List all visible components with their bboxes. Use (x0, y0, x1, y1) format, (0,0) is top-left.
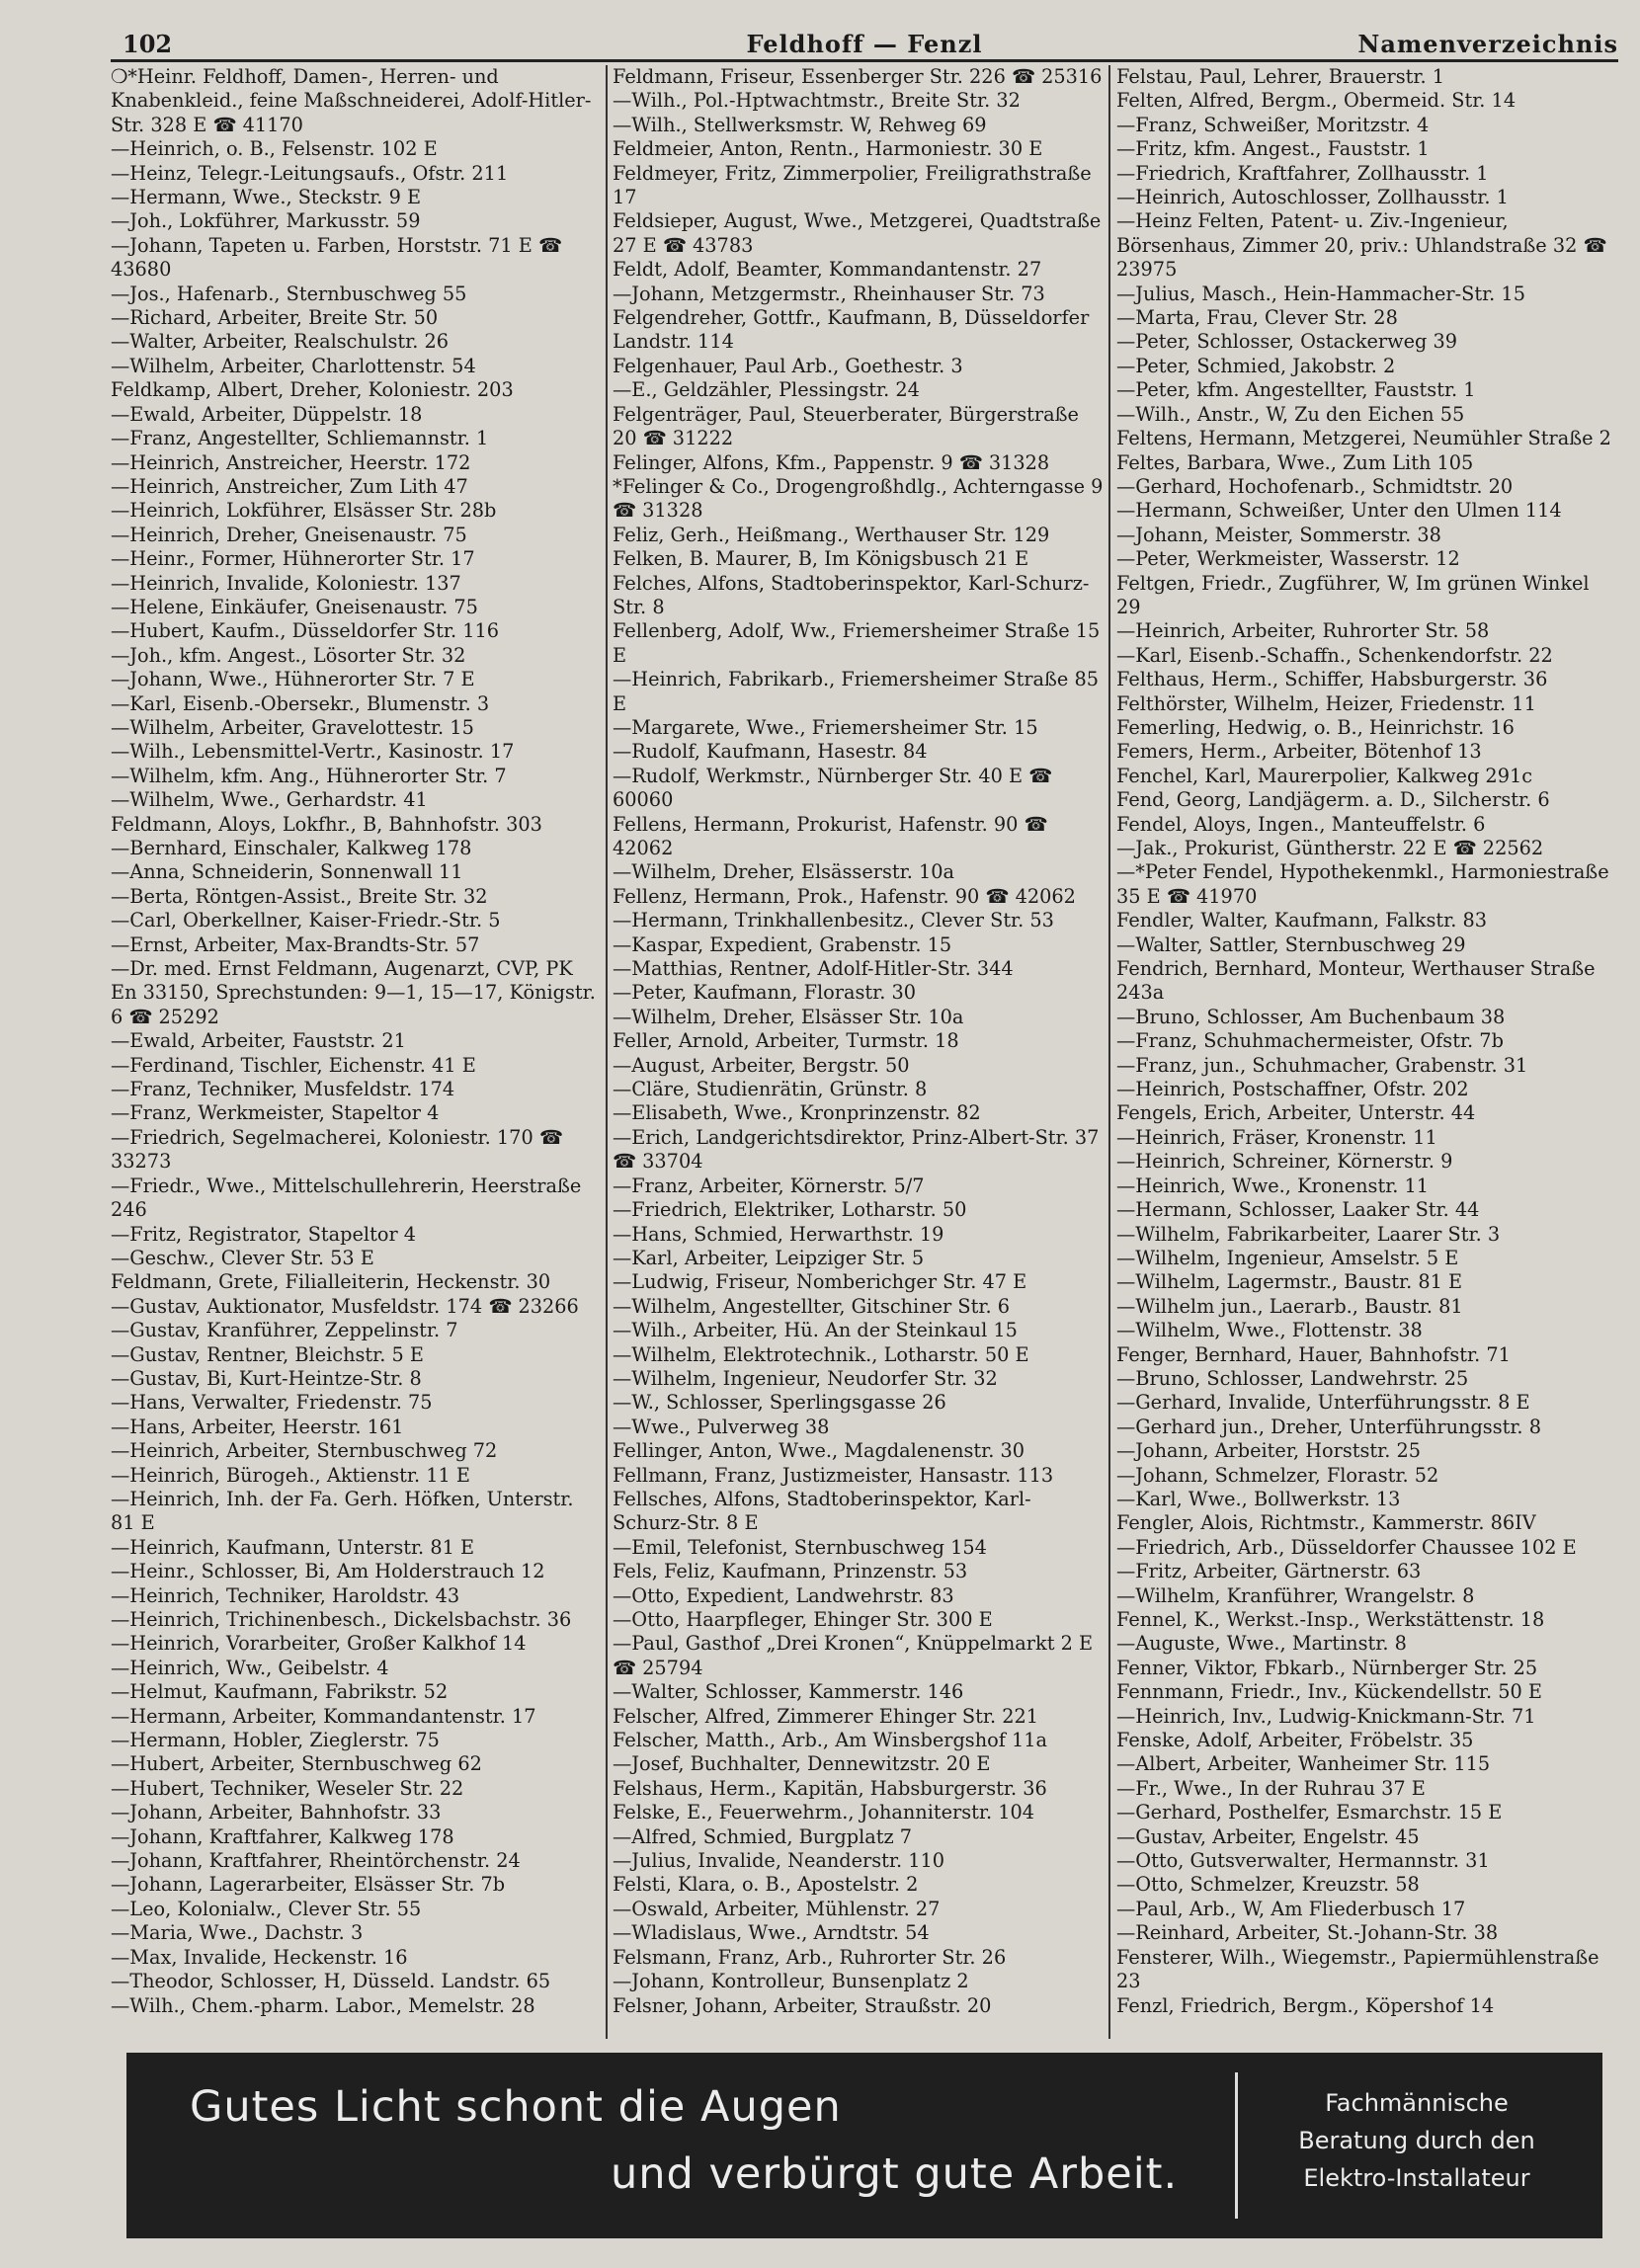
directory-entry: Fennel, K., Werkst.-Insp., Werkstättenstr. 18 (1116, 1608, 1545, 1631)
directory-entry: —Heinrich, Vorarbeiter, Großer Kalkhof 14 (111, 1632, 527, 1656)
directory-entry: Felken, B. Maurer, B, Im Königsbusch 21 E (613, 547, 1029, 571)
directory-entry: —August, Arbeiter, Bergstr. 50 (613, 1053, 910, 1077)
directory-entry: Felscher, Matth., Arb., Am Winsbergshof 11a (613, 1729, 1048, 1752)
directory-entry: —Auguste, Wwe., Martinstr. 8 (1116, 1632, 1407, 1656)
directory-entry: —Emil, Telefonist, Sternbuschweg 154 (613, 1535, 987, 1559)
directory-entry: —Friedrich, Elektriker, Lotharstr. 50 (613, 1198, 967, 1222)
directory-entry: Femerling, Hedwig, o. B., Heinrichstr. 16 (1116, 715, 1515, 739)
directory-entry: —Franz, Schuhmachermeister, Ofstr. 7b (1116, 1029, 1504, 1053)
directory-entry: —Wilhelm, Arbeiter, Gravelottestr. 15 (111, 715, 474, 739)
directory-entry: —Johann, Arbeiter, Bahnhofstr. 33 (111, 1801, 442, 1824)
directory-entry: —Heinrich, Dreher, Gneisenaustr. 75 (111, 523, 467, 546)
directory-entry: —Wilhelm, Dreher, Elsässer Str. 10a (613, 1005, 964, 1028)
directory-entry: —Gerhard, Hochofenarb., Schmidtstr. 20 (1116, 474, 1514, 498)
directory-entry: Feldmann, Aloys, Lokfhr., B, Bahnhofstr. 303 (111, 812, 542, 836)
directory-entry: —Gustav, Auktionator, Musfeldstr. 174 ☎ 23266 (111, 1294, 579, 1318)
directory-entry: Fendrich, Bernhard, Monteur, Werthauser Straße 243a (1116, 957, 1596, 1005)
directory-entry: —Heinrich, Inh. der Fa. Gerh. Höfken, Unterstr. 81 E (111, 1487, 574, 1535)
ad-slogan-line-2: und verbürgt gute Arbeit. (611, 2149, 1179, 2199)
directory-entry: —Heinrich, Inv., Ludwig-Knickmann-Str. 71 (1116, 1704, 1536, 1728)
directory-entry: —Johann, Kontrolleur, Bunsenplatz 2 (613, 1970, 969, 1993)
directory-entry: —Fr., Wwe., In der Ruhrau 37 E (1116, 1776, 1426, 1800)
directory-entry: Felscher, Alfred, Zimmerer Ehinger Str. 221 (613, 1704, 1039, 1728)
directory-entry: —Peter, Werkmeister, Wasserstr. 12 (1116, 547, 1460, 571)
directory-entry: —Wilhelm, Angestellter, Gitschiner Str. 6 (613, 1294, 1010, 1318)
directory-entry: —Leo, Kolonialw., Clever Str. 55 (111, 1897, 422, 1920)
directory-entry: Felstau, Paul, Lehrer, Brauerstr. 1 (1116, 65, 1444, 88)
column-1 (111, 65, 603, 2041)
directory-entry: —Heinrich, Anstreicher, Heerstr. 172 (111, 450, 471, 474)
directory-entry: Fenner, Viktor, Fbkarb., Nürnberger Str. 25 (1116, 1656, 1538, 1679)
directory-entry: —Heinrich, Anstreicher, Zum Lith 47 (111, 474, 468, 498)
directory-entry: —Julius, Invalide, Neanderstr. 110 (613, 1849, 945, 1873)
directory-entry: —Heinr., Schlosser, Bi, Am Holderstrauch 12 (111, 1560, 545, 1583)
directory-entry: Fenzl, Friedrich, Bergm., Köpershof 14 (1116, 1993, 1495, 2017)
directory-entry: —Otto, Gutsverwalter, Hermannstr. 31 (1116, 1849, 1490, 1873)
directory-entry: Feldmann, Grete, Filialleiterin, Heckenstr. 30 (111, 1270, 551, 1294)
directory-entry: —Johann, Schmelzer, Florastr. 52 (1116, 1463, 1439, 1487)
directory-entry: —Joh., Lokführer, Markusstr. 59 (111, 209, 421, 233)
directory-entry: —Wilhelm, Lagermstr., Baustr. 81 E (1116, 1270, 1463, 1294)
directory-entry: —Karl, Eisenb.-Obersekr., Blumenstr. 3 (111, 691, 490, 715)
directory-entry: —Wilhelm, Arbeiter, Charlottenstr. 54 (111, 354, 476, 377)
directory-entry: —Wilhelm, Ingenieur, Neudorfer Str. 32 (613, 1366, 998, 1390)
directory-entry: Felske, E., Feuerwehrm., Johanniterstr. 104 (613, 1801, 1035, 1824)
directory-entry: —Carl, Oberkellner, Kaiser-Friedr.-Str. 5 (111, 909, 501, 932)
directory-entry: —Wilhelm, Wwe., Gerhardstr. 41 (111, 788, 428, 812)
directory-entry: Fellsches, Alfons, Stadtoberinspektor, Karl-Schurz-Str. 8 E (613, 1487, 1031, 1535)
directory-entry: —Josef, Buchhalter, Dennewitzstr. 20 E (613, 1752, 991, 1776)
directory-entry: Feldmeier, Anton, Rentn., Harmoniestr. 30 E (613, 137, 1043, 161)
directory-entry: Felsti, Klara, o. B., Apostelstr. 2 (613, 1873, 919, 1897)
directory-entry: —Heinrich, Trichinenbesch., Dickelsbachstr. 36 (111, 1608, 572, 1631)
directory-entry: Fendler, Walter, Kaufmann, Falkstr. 83 (1116, 909, 1488, 932)
directory-entry: —Gustav, Kranführer, Zeppelinstr. 7 (111, 1319, 458, 1342)
directory-entry: Feldkamp, Albert, Dreher, Koloniestr. 203 (111, 378, 514, 402)
directory-entry: —Johann, Kraftfahrer, Rheintörchenstr. 24 (111, 1849, 521, 1873)
column-3 (1116, 65, 1618, 2041)
directory-entry: —Johann, Kraftfahrer, Kalkweg 178 (111, 1824, 454, 1848)
directory-entry: —Oswald, Arbeiter, Mühlenstr. 27 (613, 1897, 941, 1920)
directory-entry: —Marta, Frau, Clever Str. 28 (1116, 306, 1398, 330)
page-title: Feldhoff — Fenzl (746, 30, 983, 58)
directory-entry: —Heinz Felten, Patent- u. Ziv.-Ingenieur, Börsenhaus, Zimmer 20, priv.: Uhlandstraße 32 ☎ 23975 (1116, 209, 1607, 282)
directory-entry: —Gustav, Bi, Kurt-Heintze-Str. 8 (111, 1366, 422, 1390)
directory-entry: Fendel, Aloys, Ingen., Manteuffelstr. 6 (1116, 812, 1486, 836)
ad-right-line: Fachmännische (1325, 2089, 1509, 2117)
directory-entry: Fels, Feliz, Kaufmann, Prinzenstr. 53 (613, 1560, 968, 1583)
directory-entry: —Hermann, Schweißer, Unter den Ulmen 114 (1116, 499, 1562, 523)
ad-right-line: Elektro-Installateur (1303, 2164, 1530, 2192)
section-title: Namenverzeichnis (1357, 30, 1618, 58)
directory-entry: —Rudolf, Werkmstr., Nürnberger Str. 40 E ☎ 60060 (613, 764, 1053, 812)
directory-entry: —Heinrich, Ww., Geibelstr. 4 (111, 1656, 389, 1679)
directory-entry: —Elisabeth, Wwe., Kronprinzenstr. 82 (613, 1101, 981, 1125)
directory-entry: —Johann, Tapeten u. Farben, Horststr. 71 E ☎ 43680 (111, 233, 562, 282)
directory-entry: —Otto, Haarpfleger, Ehinger Str. 300 E (613, 1608, 993, 1631)
directory-entry: Feldsieper, August, Wwe., Metzgerei, Quadtstraße 27 E ☎ 43783 (613, 209, 1102, 257)
directory-entry: —Ferdinand, Tischler, Eichenstr. 41 E (111, 1053, 476, 1077)
directory-entry: —Heinrich, Fräser, Kronenstr. 11 (1116, 1125, 1437, 1149)
column-2 (613, 65, 1105, 2041)
directory-entry: —Helmut, Kaufmann, Fabrikstr. 52 (111, 1680, 449, 1704)
directory-entry: —Fritz, Registrator, Stapeltor 4 (111, 1222, 417, 1246)
directory-entry: —Wilhelm, Elektrotechnik., Lotharstr. 50 E (613, 1342, 1029, 1366)
page-header (111, 26, 1618, 61)
directory-entry: —Wilh., Anstr., W, Zu den Eichen 55 (1116, 402, 1465, 426)
ad-right-line: Beratung durch den (1298, 2127, 1535, 2154)
directory-entry: —Friedr., Wwe., Mittelschullehrerin, Heerstraße 246 (111, 1174, 582, 1222)
directory-entry: —Ewald, Arbeiter, Düppelstr. 18 (111, 402, 423, 426)
directory-entry: —Heinz, Telegr.-Leitungsaufs., Ofstr. 211 (111, 161, 509, 185)
directory-entry: —Hermann, Hobler, Zieglerstr. 75 (111, 1729, 440, 1752)
directory-entry: —Helene, Einkäufer, Gneisenaustr. 75 (111, 595, 478, 618)
directory-entry: Felthaus, Herm., Schiffer, Habsburgerstr. 36 (1116, 668, 1548, 691)
directory-entry: Felten, Alfred, Bergm., Obermeid. Str. 14 (1116, 89, 1517, 113)
directory-entry: —Karl, Wwe., Bollwerkstr. 13 (1116, 1487, 1401, 1510)
directory-entry: —Richard, Arbeiter, Breite Str. 50 (111, 306, 439, 330)
directory-entry: —Karl, Arbeiter, Leipziger Str. 5 (613, 1246, 925, 1269)
directory-entry: —Wilh., Chem.-pharm. Labor., Memelstr. 28 (111, 1993, 535, 2017)
directory-entry: —Ernst, Arbeiter, Max-Brandts-Str. 57 (111, 932, 480, 956)
directory-entry: Fensterer, Wilh., Wiegemstr., Papiermühlenstraße 23 (1116, 1945, 1599, 1993)
directory-entry: —Wwe., Pulverweg 38 (613, 1415, 830, 1438)
directory-entry: —Franz, Angestellter, Schliemannstr. 1 (111, 427, 489, 450)
directory-entry: —Wilhelm, Dreher, Elsässerstr. 10a (613, 860, 954, 884)
directory-entry: Felches, Alfons, Stadtoberinspektor, Karl-Schurz-Str. 8 (613, 571, 1090, 618)
directory-entry: —Franz, Schweißer, Moritzstr. 4 (1116, 113, 1430, 136)
directory-entry: *Felinger & Co., Drogengroßhdlg., Achterngasse 9 ☎ 31328 (613, 474, 1104, 523)
directory-entry: —Heinrich, Fabrikarb., Friemersheimer Straße 85 E (613, 668, 1100, 715)
directory-entry: —Hubert, Techniker, Weseler Str. 22 (111, 1776, 464, 1800)
directory-entry: —Heinrich, Invalide, Koloniestr. 137 (111, 571, 461, 595)
directory-entry: —Berta, Röntgen-Assist., Breite Str. 32 (111, 884, 488, 908)
directory-entry: —Wilh., Lebensmittel-Vertr., Kasinostr. 17 (111, 740, 515, 764)
directory-entry: —Heinrich, Wwe., Kronenstr. 11 (1116, 1174, 1430, 1197)
directory-entry: —Wilhelm, kfm. Ang., Hühnerorter Str. 7 (111, 764, 507, 787)
directory-entry: Felgenhauer, Paul Arb., Goethestr. 3 (613, 354, 963, 377)
directory-entry: Feliz, Gerh., Heißmang., Werthauser Str. 129 (613, 523, 1050, 546)
directory-entry: —Alfred, Schmied, Burgplatz 7 (613, 1824, 913, 1848)
directory-entry: Fellmann, Franz, Justizmeister, Hansastr. 113 (613, 1463, 1054, 1487)
directory-entry: —Heinrich, Postschaffner, Ofstr. 202 (1116, 1078, 1469, 1101)
directory-entry: —Franz, jun., Schuhmacher, Grabenstr. 31 (1116, 1053, 1528, 1077)
ad-right-block (1249, 2084, 1585, 2197)
directory-entry: —Friedrich, Arb., Düsseldorfer Chaussee 102 E (1116, 1535, 1577, 1559)
directory-entry: —Gerhard, Posthelfer, Esmarchstr. 15 E (1116, 1801, 1503, 1824)
column-divider-2 (1108, 65, 1110, 2039)
directory-entry: —Johann, Metzgermstr., Rheinhauser Str. 73 (613, 282, 1045, 305)
directory-entry: —Fritz, kfm. Angest., Fauststr. 1 (1116, 137, 1430, 161)
directory-entry: —Maria, Wwe., Dachstr. 3 (111, 1921, 364, 1945)
directory-entry: —Franz, Werkmeister, Stapeltor 4 (111, 1101, 440, 1125)
directory-entry: —Walter, Sattler, Sternbuschweg 29 (1116, 932, 1466, 956)
directory-entry: Fellenz, Hermann, Prok., Hafenstr. 90 ☎ 42062 (613, 884, 1076, 908)
directory-entry: Fenske, Adolf, Arbeiter, Fröbelstr. 35 (1116, 1729, 1474, 1752)
directory-entry: —Gustav, Arbeiter, Engelstr. 45 (1116, 1824, 1420, 1848)
ad-divider (1235, 2072, 1238, 2219)
directory-entry: —Ewald, Arbeiter, Fauststr. 21 (111, 1029, 406, 1053)
directory-entry: —Heinrich, Autoschlosser, Zollhausstr. 1 (1116, 186, 1509, 209)
directory-entry: —Erich, Landgerichtsdirektor, Prinz-Albert-Str. 37 ☎ 33704 (613, 1125, 1100, 1174)
directory-entry: —Wilh., Pol.-Hptwachtmstr., Breite Str. 32 (613, 89, 1021, 113)
directory-entry: —Johann, Meister, Sommerstr. 38 (1116, 523, 1441, 546)
directory-entry: —Johann, Lagerarbeiter, Elsässer Str. 7b (111, 1873, 506, 1897)
directory-entry: —Wladislaus, Wwe., Arndtstr. 54 (613, 1921, 930, 1945)
advertisement-banner (126, 2053, 1602, 2238)
directory-entry: —Reinhard, Arbeiter, St.-Johann-Str. 38 (1116, 1921, 1499, 1945)
directory-entry: Fenchel, Karl, Maurerpolier, Kalkweg 291c (1116, 764, 1533, 787)
directory-entry: Fellens, Hermann, Prokurist, Hafenstr. 90 ☎ 42062 (613, 812, 1048, 859)
directory-entry: —Bruno, Schlosser, Landwehrstr. 25 (1116, 1366, 1469, 1390)
directory-entry: —Peter, Schmied, Jakobstr. 2 (1116, 354, 1396, 377)
directory-entry: —Franz, Arbeiter, Körnerstr. 5/7 (613, 1174, 925, 1197)
directory-entry: Felsner, Johann, Arbeiter, Straußstr. 20 (613, 1993, 992, 2017)
directory-entry: —Fritz, Arbeiter, Gärtnerstr. 63 (1116, 1560, 1422, 1583)
directory-entry: —Ludwig, Friseur, Nomberichger Str. 47 E (613, 1270, 1027, 1294)
directory-entry: —Theodor, Schlosser, H, Düsseld. Landstr. 65 (111, 1970, 551, 1993)
directory-entry: —Heinr., Former, Hühnerorter Str. 17 (111, 547, 475, 571)
directory-entry: —Heinrich, Arbeiter, Sternbuschweg 72 (111, 1439, 498, 1463)
directory-entry: —Geschw., Clever Str. 53 E (111, 1246, 374, 1269)
directory-entry: —Friedrich, Segelmacherei, Koloniestr. 170 ☎ 33273 (111, 1125, 563, 1174)
directory-entry: —Jak., Prokurist, Güntherstr. 22 E ☎ 22562 (1116, 837, 1544, 859)
directory-entry: —Kaspar, Expedient, Grabenstr. 15 (613, 932, 952, 956)
directory-entry: Fengels, Erich, Arbeiter, Unterstr. 44 (1116, 1101, 1476, 1125)
directory-entry: —Paul, Gasthof „Drei Kronen“, Knüppelmarkt 2 E ☎ 25794 (613, 1632, 1094, 1679)
directory-entry: —Gerhard, Invalide, Unterführungsstr. 8 E (1116, 1391, 1530, 1415)
directory-entry: —Bruno, Schlosser, Am Buchenbaum 38 (1116, 1005, 1506, 1028)
directory-entry: —Hermann, Schlosser, Laaker Str. 44 (1116, 1198, 1480, 1222)
directory-entry: —Margarete, Wwe., Friemersheimer Str. 15 (613, 715, 1038, 739)
directory-entry: Feltens, Hermann, Metzgerei, Neumühler Straße 2 (1116, 427, 1611, 450)
directory-entry: —Peter, Schlosser, Ostackerweg 39 (1116, 330, 1458, 354)
directory-entry: Felgendreher, Gottfr., Kaufmann, B, Düsseldorfer Landstr. 114 (613, 306, 1090, 354)
ad-slogan-line-1: Gutes Licht schont die Augen (190, 2082, 842, 2132)
directory-entry: Fennmann, Friedr., Inv., Kückendellstr. 50 E (1116, 1680, 1543, 1704)
directory-entry: —Heinrich, Kaufmann, Unterstr. 81 E (111, 1535, 475, 1559)
directory-entry: —Hubert, Arbeiter, Sternbuschweg 62 (111, 1752, 482, 1776)
directory-entry: —Wilhelm, Ingenieur, Amselstr. 5 E (1116, 1246, 1459, 1269)
directory-entry: Felshaus, Herm., Kapitän, Habsburgerstr. 36 (613, 1776, 1047, 1800)
directory-entry: —Heinrich, Lokführer, Elsässer Str. 28b (111, 499, 497, 523)
directory-entry: —Hans, Verwalter, Friedenstr. 75 (111, 1391, 433, 1415)
directory-entry: —Walter, Schlosser, Kammerstr. 146 (613, 1680, 964, 1704)
directory-entry: Felinger, Alfons, Kfm., Pappenstr. 9 ☎ 31328 (613, 450, 1050, 474)
directory-entry: —Albert, Arbeiter, Wanheimer Str. 115 (1116, 1752, 1491, 1776)
directory-entry: —Gustav, Rentner, Bleichstr. 5 E (111, 1342, 424, 1366)
directory-entry: ❍*Heinr. Feldhoff, Damen-, Herren- und Knabenkleid., feine Maßschneiderei, Adolf-Hitler-Str. 328 E ☎ 41170 (111, 65, 592, 136)
directory-entry: —Otto, Schmelzer, Kreuzstr. 58 (1116, 1873, 1420, 1897)
directory-entry: —Heinrich, o. B., Felsenstr. 102 E (111, 137, 438, 161)
directory-entry: —Heinrich, Arbeiter, Ruhrorter Str. 58 (1116, 619, 1490, 643)
directory-entry: —Wilhelm jun., Laerarb., Baustr. 81 (1116, 1294, 1463, 1318)
directory-entry: —Julius, Masch., Hein-Hammacher-Str. 15 (1116, 282, 1525, 305)
directory-entry: —Wilhelm, Fabrikarbeiter, Laarer Str. 3 (1116, 1222, 1501, 1246)
directory-entry: —Walter, Arbeiter, Realschulstr. 26 (111, 330, 449, 354)
directory-entry: Feldt, Adolf, Beamter, Kommandantenstr. 27 (613, 258, 1042, 282)
column-divider-1 (606, 65, 608, 2039)
directory-entry: —Friedrich, Kraftfahrer, Zollhausstr. 1 (1116, 161, 1489, 185)
directory-entry: —Max, Invalide, Heckenstr. 16 (111, 1945, 408, 1969)
directory-entry: —Peter, kfm. Angestellter, Fauststr. 1 (1116, 378, 1476, 402)
directory-entry: Fellinger, Anton, Wwe., Magdalenenstr. 30 (613, 1439, 1025, 1463)
directory-entry: Feltgen, Friedr., Zugführer, W, Im grünen Winkel 29 (1116, 571, 1590, 618)
directory-entry: Feldmann, Friseur, Essenberger Str. 226 ☎ 25316 (613, 65, 1103, 88)
directory-entry: —Heinrich, Techniker, Haroldstr. 43 (111, 1583, 460, 1607)
directory-entry: Felsmann, Franz, Arb., Ruhrorter Str. 26 (613, 1945, 1007, 1969)
directory-entry: Fellenberg, Adolf, Ww., Friemersheimer Straße 15 E (613, 619, 1101, 667)
directory-entry: —Johann, Arbeiter, Horststr. 25 (1116, 1439, 1422, 1463)
directory-entry: —Matthias, Rentner, Adolf-Hitler-Str. 344 (613, 957, 1014, 981)
directory-entry: Feller, Arnold, Arbeiter, Turmstr. 18 (613, 1029, 959, 1053)
directory-entry: —Hubert, Kaufm., Düsseldorfer Str. 116 (111, 619, 500, 643)
directory-entry: —Otto, Expedient, Landwehrstr. 83 (613, 1583, 954, 1607)
directory-entry: —Heinrich, Bürogeh., Aktienstr. 11 E (111, 1463, 471, 1487)
directory-entry: —Hermann, Wwe., Steckstr. 9 E (111, 186, 422, 209)
directory-entry: —W., Schlosser, Sperlingsgasse 26 (613, 1391, 946, 1415)
directory-entry: —Paul, Arb., W, Am Fliederbusch 17 (1116, 1897, 1466, 1920)
directory-entry: —Heinrich, Schreiner, Körnerstr. 9 (1116, 1150, 1453, 1174)
directory-entry: —Johann, Wwe., Hühnerorter Str. 7 E (111, 668, 475, 691)
directory-entry: —Karl, Eisenb.-Schaffn., Schenkendorfstr. 22 (1116, 643, 1553, 667)
directory-entry: —Dr. med. Ernst Feldmann, Augenarzt, CVP, PK En 33150, Sprechstunden: 9—1, 15—17, Königstr. 6 ☎ 25292 (111, 957, 596, 1028)
directory-entry: —Rudolf, Kaufmann, Hasestr. 84 (613, 740, 928, 764)
directory-entry: Fengler, Alois, Richtmstr., Kammerstr. 86IV (1116, 1511, 1536, 1535)
directory-entry: Femers, Herm., Arbeiter, Bötenhof 13 (1116, 740, 1482, 764)
directory-entry: —Cläre, Studienrätin, Grünstr. 8 (613, 1078, 928, 1101)
directory-entry: —Wilh., Arbeiter, Hü. An der Steinkaul 15 (613, 1319, 1018, 1342)
directory-entry: —Hans, Arbeiter, Heerstr. 161 (111, 1415, 404, 1438)
directory-entry: Felthörster, Wilhelm, Heizer, Friedenstr. 11 (1116, 691, 1536, 715)
directory-entry: —Hermann, Trinkhallenbesitz., Clever Str. 53 (613, 909, 1054, 932)
directory-entry: Feltes, Barbara, Wwe., Zum Lith 105 (1116, 450, 1474, 474)
directory-entry: Fenger, Bernhard, Hauer, Bahnhofstr. 71 (1116, 1342, 1511, 1366)
directory-entry: Felgenträger, Paul, Steuerberater, Bürgerstraße 20 ☎ 31222 (613, 402, 1079, 450)
directory-entry: Fend, Georg, Landjägerm. a. D., Silcherstr. 6 (1116, 788, 1550, 812)
directory-entry: —Franz, Techniker, Musfeldstr. 174 (111, 1078, 455, 1101)
directory-entry: Feldmeyer, Fritz, Zimmerpolier, Freiligrathstraße 17 (613, 161, 1092, 209)
directory-entry: —*Peter Fendel, Hypothekenmkl., Harmoniestraße 35 E ☎ 41970 (1116, 860, 1609, 908)
directory-entry: —Hermann, Arbeiter, Kommandantenstr. 17 (111, 1704, 536, 1728)
directory-entry: —Wilhelm, Kranführer, Wrangelstr. 8 (1116, 1583, 1475, 1607)
header-rule (111, 59, 1618, 62)
directory-entry: —E., Geldzähler, Plessingstr. 24 (613, 378, 920, 402)
directory-entry: —Anna, Schneiderin, Sonnenwall 11 (111, 860, 463, 884)
directory-entry: —Jos., Hafenarb., Sternbuschweg 55 (111, 282, 467, 305)
directory-entry: —Gerhard jun., Dreher, Unterführungsstr. 8 (1116, 1415, 1541, 1438)
directory-entry: —Hans, Schmied, Herwarthstr. 19 (613, 1222, 944, 1246)
directory-entry: —Bernhard, Einschaler, Kalkweg 178 (111, 837, 472, 859)
page-number: 102 (123, 30, 173, 58)
directory-entry: —Wilh., Stellwerksmstr. W, Rehweg 69 (613, 113, 987, 136)
directory-entry: —Joh., kfm. Angest., Lösorter Str. 32 (111, 643, 466, 667)
directory-entry: —Peter, Kaufmann, Florastr. 30 (613, 981, 917, 1005)
directory-entry: —Wilhelm, Wwe., Flottenstr. 38 (1116, 1319, 1423, 1342)
